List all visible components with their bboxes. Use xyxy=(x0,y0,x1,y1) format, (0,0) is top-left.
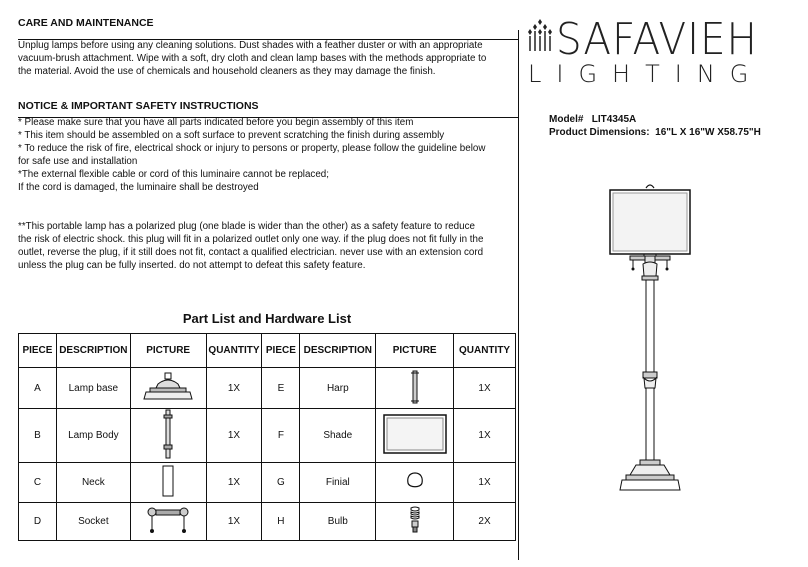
piece-cell: G xyxy=(262,463,300,503)
table-row xyxy=(19,503,516,541)
quantity-cell: 1X xyxy=(206,368,262,409)
picture-cell xyxy=(376,503,454,541)
plug-line: **This portable lamp has a polarized plug (one blade is wider than the other) as a safety feature to reduce xyxy=(18,221,475,232)
model-label: Model# xyxy=(549,114,584,125)
quantity-cell: 1X xyxy=(206,409,262,463)
quantity-cell: 2X xyxy=(454,503,516,541)
care-line: vacuum-brush attachment. Wipe with a soft, dry cloth and clean lamp bases with the methods appropriate to xyxy=(18,53,487,64)
bulb-icon xyxy=(407,506,423,534)
piece-cell: A xyxy=(19,368,57,409)
quantity-cell: 1X xyxy=(206,463,262,503)
plug-line: outlet, reverse the plug, if it still does not fit, contact a qualified electrician. never use with an extension cord xyxy=(18,247,484,258)
column-divider xyxy=(518,30,519,560)
piece-cell: E xyxy=(262,368,300,409)
notice-heading: NOTICE & IMPORTANT SAFETY INSTRUCTIONS xyxy=(18,100,259,112)
brand-sub: LIGHTING xyxy=(528,60,764,88)
description-cell: Lamp Body xyxy=(56,409,130,463)
socket-icon xyxy=(144,505,192,535)
picture-cell xyxy=(130,368,206,409)
picture-cell xyxy=(376,409,454,463)
picture-cell xyxy=(376,463,454,503)
picture-cell xyxy=(376,368,454,409)
picture-cell xyxy=(130,409,206,463)
quantity-cell: 1X xyxy=(454,409,516,463)
table-row xyxy=(19,368,516,409)
plug-line: the risk of electric shock. this plug will fit in a polarized outlet only one way. if the plug does not fit fully in the xyxy=(18,234,484,245)
parts-table xyxy=(18,333,516,541)
quantity-cell: 1X xyxy=(206,503,262,541)
care-heading: CARE AND MAINTENANCE xyxy=(18,17,154,29)
col-quantity: QUANTITY xyxy=(206,334,262,368)
dims-value: 16"L X 16"W X58.75"H xyxy=(655,127,761,138)
brand-name: SAFAVIEH xyxy=(556,14,758,65)
piece-cell: B xyxy=(19,409,57,463)
col-quantity: QUANTITY xyxy=(454,334,516,368)
harp-icon xyxy=(408,370,422,404)
notice-line: *The external flexible cable or cord of this luminaire cannot be replaced; xyxy=(18,169,329,180)
description-cell: Shade xyxy=(300,409,376,463)
description-cell: Neck xyxy=(56,463,130,503)
notice-line: * This item should be assembled on a soft surface to prevent scratching the finish during assembly xyxy=(18,130,445,141)
quantity-cell: 1X xyxy=(454,368,516,409)
model-value: LIT4345A xyxy=(591,114,637,125)
picture-cell xyxy=(130,463,206,503)
piece-cell: D xyxy=(19,503,57,541)
lamp-body-icon xyxy=(162,409,174,459)
model-number xyxy=(549,114,636,125)
lamp-base-icon xyxy=(140,372,196,402)
neck-icon xyxy=(161,465,175,497)
care-line: the material. Avoid the use of chemicals and household cleaners as they may damage the finish. xyxy=(18,66,436,77)
notice-line: * To reduce the risk of fire, electrical shock or injury to persons or property, please follow the guideline below xyxy=(18,143,486,154)
description-cell: Lamp base xyxy=(56,368,130,409)
notice-paragraph xyxy=(18,116,518,194)
col-description: DESCRIPTION xyxy=(56,334,130,368)
col-piece: PIECE xyxy=(262,334,300,368)
col-picture: PICTURE xyxy=(130,334,206,368)
plug-line: unless the plug can be fully inserted. do not attempt to defeat this safety feature. xyxy=(18,260,366,271)
shade-icon xyxy=(382,413,448,455)
table-row xyxy=(19,463,516,503)
description-cell: Socket xyxy=(56,503,130,541)
description-cell: Harp xyxy=(300,368,376,409)
description-cell: Finial xyxy=(300,463,376,503)
picture-cell xyxy=(130,503,206,541)
description-cell: Bulb xyxy=(300,503,376,541)
col-description: DESCRIPTION xyxy=(300,334,376,368)
product-dimensions xyxy=(549,127,761,138)
table-row xyxy=(19,409,516,463)
plug-paragraph xyxy=(18,220,518,272)
col-piece: PIECE xyxy=(19,334,57,368)
notice-line: for safe use and installation xyxy=(18,156,138,167)
parts-title: Part List and Hardware List xyxy=(182,311,352,326)
piece-cell: H xyxy=(262,503,300,541)
floor-lamp-illustration xyxy=(600,172,700,502)
safavieh-logo-icon xyxy=(525,18,555,52)
piece-cell: C xyxy=(19,463,57,503)
quantity-cell: 1X xyxy=(454,463,516,503)
care-paragraph xyxy=(18,39,518,78)
piece-cell: F xyxy=(262,409,300,463)
care-line: Unplug lamps before using any cleaning solutions. Dust shades with a feather duster or with an appropriate xyxy=(18,40,483,51)
parts-header-row xyxy=(19,334,516,368)
notice-line: If the cord is damaged, the luminaire shall be destroyed xyxy=(18,182,259,193)
notice-line: * Please make sure that you have all parts indicated before you begin assembly of this item xyxy=(18,117,414,128)
col-picture: PICTURE xyxy=(376,334,454,368)
dims-label: Product Dimensions: xyxy=(549,127,650,138)
finial-icon xyxy=(405,471,425,491)
